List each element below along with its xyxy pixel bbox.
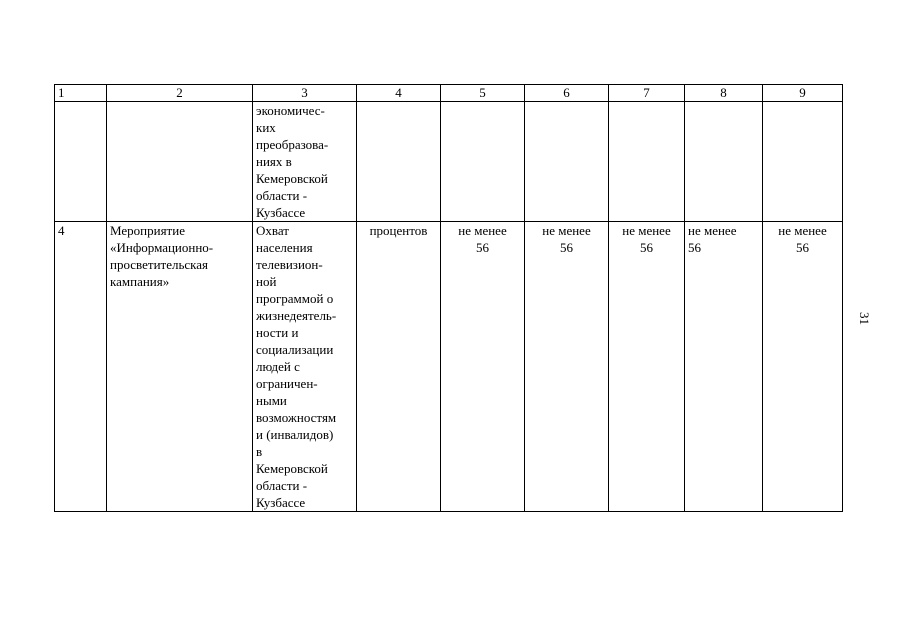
header-cell-5: 5 bbox=[441, 85, 525, 102]
table-row bbox=[55, 102, 843, 222]
cell-text-line: 56 bbox=[796, 240, 809, 255]
cell-text-line: людей с bbox=[256, 359, 300, 374]
table-header-row bbox=[55, 85, 843, 102]
cell-text-line: Охват bbox=[256, 223, 289, 238]
header-cell-1: 1 bbox=[55, 85, 107, 102]
row1-col9 bbox=[763, 102, 843, 222]
cell-text-line: не менее bbox=[778, 223, 827, 238]
header-cell-2: 2 bbox=[107, 85, 253, 102]
cell-text-line: не менее bbox=[542, 223, 591, 238]
cell-text-line: не менее bbox=[458, 223, 507, 238]
table-row bbox=[55, 222, 843, 512]
row2-col2 bbox=[107, 222, 253, 512]
row1-col3 bbox=[253, 102, 357, 222]
cell-text-line: ными bbox=[256, 393, 287, 408]
cell-text-line: в bbox=[256, 444, 263, 459]
row1-col1 bbox=[55, 102, 107, 222]
cell-text-line: 56 bbox=[560, 240, 573, 255]
header-cell-3: 3 bbox=[253, 85, 357, 102]
cell-text-line: ности и bbox=[256, 325, 299, 340]
cell-text-line: возможностям bbox=[256, 410, 337, 425]
row2-col5 bbox=[441, 222, 525, 512]
cell-text-line: Кемеровской bbox=[256, 171, 328, 186]
cell-text-line: 56 bbox=[476, 240, 489, 255]
row1-col8 bbox=[685, 102, 763, 222]
cell-text-line: не менее bbox=[622, 223, 671, 238]
row2-col3 bbox=[253, 222, 357, 512]
cell-text-line: 56 bbox=[640, 240, 653, 255]
cell-text-line: жизнедеятель- bbox=[256, 308, 337, 323]
cell-text-line: области - bbox=[256, 188, 308, 203]
cell-text-line: Кемеровской bbox=[256, 461, 328, 476]
cell-text-line: Мероприятие bbox=[110, 223, 185, 238]
cell-text-line: телевизион- bbox=[256, 257, 323, 272]
row2-col1: 4 bbox=[55, 222, 107, 512]
header-cell-6: 6 bbox=[525, 85, 609, 102]
row1-col6 bbox=[525, 102, 609, 222]
cell-text-line: и (инвалидов) bbox=[256, 427, 334, 442]
row2-col7 bbox=[609, 222, 685, 512]
row2-col8 bbox=[685, 222, 763, 512]
cell-text-line: социализации bbox=[256, 342, 334, 357]
header-cell-4: 4 bbox=[357, 85, 441, 102]
cell-text-line: ких bbox=[256, 120, 276, 135]
row1-col7 bbox=[609, 102, 685, 222]
header-cell-8: 8 bbox=[685, 85, 763, 102]
cell-text-line: Кузбассе bbox=[256, 495, 306, 510]
row1-col2 bbox=[107, 102, 253, 222]
header-cell-9: 9 bbox=[763, 85, 843, 102]
cell-text-line: Кузбассе bbox=[256, 205, 306, 220]
cell-text-line: области - bbox=[256, 478, 308, 493]
cell-text-line: ограничен- bbox=[256, 376, 318, 391]
cell-text-line: не менее bbox=[688, 223, 737, 238]
cell-text-line: ниях в bbox=[256, 154, 292, 169]
cell-text-line: экономичес- bbox=[256, 103, 325, 118]
page-number: 31 bbox=[857, 312, 872, 325]
data-table bbox=[54, 84, 843, 512]
row2-col9 bbox=[763, 222, 843, 512]
cell-text-line: программой о bbox=[256, 291, 334, 306]
cell-text-line: преобразова- bbox=[256, 137, 329, 152]
header-cell-7: 7 bbox=[609, 85, 685, 102]
cell-text-line: ной bbox=[256, 274, 277, 289]
cell-text-line: просветительская bbox=[110, 257, 209, 272]
cell-text-line: кампания» bbox=[110, 274, 170, 289]
cell-text-line: 56 bbox=[688, 240, 701, 255]
row1-col5 bbox=[441, 102, 525, 222]
cell-text-line: населения bbox=[256, 240, 313, 255]
cell-text-line: «Информационно- bbox=[110, 240, 214, 255]
row2-col4: процентов bbox=[357, 222, 441, 512]
row1-col4 bbox=[357, 102, 441, 222]
row2-col6 bbox=[525, 222, 609, 512]
